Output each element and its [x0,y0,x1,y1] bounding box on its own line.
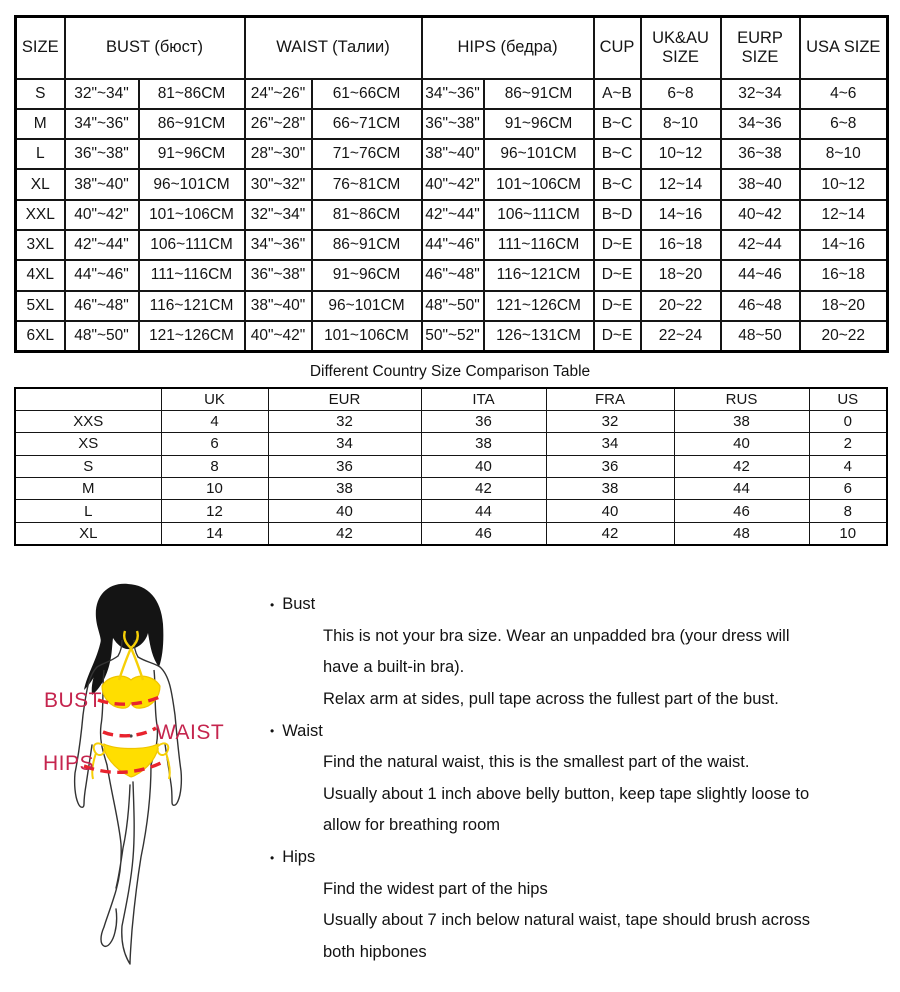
bikini-top [102,676,160,708]
table-cell: 38"~40" [422,139,484,169]
col-header-us: US [809,388,887,410]
table-cell: 36~38 [721,139,800,169]
col-header-eurp: EURP SIZE [721,17,800,79]
table-cell: 40"~42" [65,200,139,230]
table-cell: XS [15,433,161,455]
col-header-size: SIZE [16,17,65,79]
table-cell: 126~131CM [484,321,594,351]
table-cell: 50"~52" [422,321,484,351]
table-cell: 10 [161,478,268,500]
table-cell: 121~126CM [139,321,245,351]
table-cell: 6~8 [641,79,721,109]
table-cell: 38~40 [721,169,800,199]
table-cell: 42 [546,522,674,544]
instruction-line: both hipbones [323,942,427,961]
table-cell: 32"~34" [65,79,139,109]
table-cell: 34"~36" [245,230,312,260]
table-cell: 40 [546,500,674,522]
table-cell: B~C [594,169,641,199]
table-row [15,455,887,477]
bikini-bottom [104,744,158,777]
table-cell: XXL [16,200,65,230]
col-header-eur: EUR [268,388,421,410]
table-cell: 26"~28" [245,109,312,139]
table-cell: 10 [809,522,887,544]
table-cell: 34 [268,433,421,455]
table-cell: 101~106CM [139,200,245,230]
table-cell: 81~86CM [312,200,422,230]
table-cell: 34 [546,433,674,455]
table-cell: 42 [421,478,546,500]
instruction-bullet-bust [262,589,890,621]
table-cell: 36"~38" [245,260,312,290]
table-row [15,500,887,522]
table-cell: B~C [594,139,641,169]
table-cell: 81~86CM [139,79,245,109]
table-cell: 86~91CM [139,109,245,139]
table-cell: 14~16 [641,200,721,230]
table-cell: 46 [421,522,546,544]
size-chart-table [14,15,889,353]
table-cell: 44~46 [721,260,800,290]
table-cell: 14~16 [800,230,888,260]
table-cell: 8 [161,455,268,477]
table-cell: 20~22 [800,321,888,351]
table-cell: 4~6 [800,79,888,109]
table-cell: 38 [546,478,674,500]
instruction-label-waist: Waist [282,721,323,740]
table-cell: 38"~40" [65,169,139,199]
table-cell: 91~96CM [312,260,422,290]
table-row [16,139,888,169]
table-cell: XXS [15,410,161,432]
table-cell: 40~42 [721,200,800,230]
waist-measure-line [103,728,156,736]
instruction-line: Find the natural waist, this is the smallest part of the waist. [323,753,750,772]
table-cell: 8 [809,500,887,522]
table-cell: 40"~42" [245,321,312,351]
table-cell: 48"~50" [65,321,139,351]
table-cell: 86~91CM [484,79,594,109]
table-row [15,522,887,544]
col-header-usa: USA SIZE [800,17,888,79]
table-row [16,291,888,321]
table-cell: 22~24 [641,321,721,351]
instruction-label-hips: Hips [282,848,316,867]
table-cell: 61~66CM [312,79,422,109]
table-cell: 111~116CM [484,230,594,260]
table-cell: 20~22 [641,291,721,321]
col-header-fra: FRA [546,388,674,410]
instruction-label-bust: Bust [282,595,316,614]
table-cell: 24"~26" [245,79,312,109]
size-table-header-row [16,17,888,79]
table-cell: 116~121CM [484,260,594,290]
table-cell: 32~34 [721,79,800,109]
instruction-bullet-waist [262,715,890,747]
table-cell: 44 [421,500,546,522]
table-cell: 66~71CM [312,109,422,139]
table-cell: L [16,139,65,169]
table-cell: 44"~46" [65,260,139,290]
table-cell: 44 [674,478,809,500]
col-header-rus: RUS [674,388,809,410]
table-cell: 46~48 [721,291,800,321]
bullet-icon: • [270,597,275,612]
country-comparison-table [14,387,888,546]
table-cell: 48"~50" [422,291,484,321]
table-cell: M [16,109,65,139]
instruction-line: Relax arm at sides, pull tape across the fullest part of the bust. [323,690,779,709]
table-cell: S [15,455,161,477]
table-cell: 76~81CM [312,169,422,199]
table-cell: 38 [421,433,546,455]
table-cell: 32 [268,410,421,432]
table-cell: 40 [421,455,546,477]
table-cell: 40 [268,500,421,522]
table-cell: 10~12 [641,139,721,169]
table-cell: 121~126CM [484,291,594,321]
table-cell: 2 [809,433,887,455]
col-header-cup: CUP [594,17,641,79]
table-cell: 96~101CM [484,139,594,169]
table-cell: D~E [594,291,641,321]
table-cell: 12 [161,500,268,522]
table-cell: 42 [674,455,809,477]
table-cell: 36 [268,455,421,477]
comparison-table-header-row [15,388,887,410]
instruction-line: This is not your bra size. Wear an unpadded bra (your dress will [323,626,790,645]
col-header-uk: UK [161,388,268,410]
table-cell: 91~96CM [484,109,594,139]
table-row [16,230,888,260]
instruction-line: Usually about 7 inch below natural waist, tape should brush across [323,911,811,930]
col-header-bust: BUST (бюст) [65,17,245,79]
table-cell: 42 [268,522,421,544]
table-cell: 4XL [16,260,65,290]
table-cell: 32"~34" [245,200,312,230]
table-cell: 42"~44" [422,200,484,230]
table-cell: 18~20 [641,260,721,290]
table-cell: 96~101CM [312,291,422,321]
table-cell: 34~36 [721,109,800,139]
table-row [16,109,888,139]
table-cell: 42~44 [721,230,800,260]
table-cell: 44"~46" [422,230,484,260]
table-cell: 4 [161,410,268,432]
table-row [15,478,887,500]
hips-label: HIPS [43,752,95,775]
table-cell: 42"~44" [65,230,139,260]
table-cell: 6XL [16,321,65,351]
table-cell: 116~121CM [139,291,245,321]
table-cell: 106~111CM [484,200,594,230]
table-cell: 10~12 [800,169,888,199]
table-cell: 6 [809,478,887,500]
table-cell: M [15,478,161,500]
table-cell: S [16,79,65,109]
table-cell: 40"~42" [422,169,484,199]
table-row [16,260,888,290]
table-cell: 48~50 [721,321,800,351]
table-cell: 18~20 [800,291,888,321]
table-cell: 46 [674,500,809,522]
table-cell: 36"~38" [65,139,139,169]
table-cell: 32 [546,410,674,432]
table-cell: 36 [546,455,674,477]
table-cell: 101~106CM [312,321,422,351]
table-cell: 0 [809,410,887,432]
table-cell: 86~91CM [312,230,422,260]
table-row [16,169,888,199]
table-cell: L [15,500,161,522]
table-cell: 34"~36" [422,79,484,109]
table-cell: 8~10 [641,109,721,139]
table-cell: 4 [809,455,887,477]
col-header-hips: HIPS (бедра) [422,17,594,79]
table-cell: 96~101CM [139,169,245,199]
table-cell: 14 [161,522,268,544]
table-cell: 28"~30" [245,139,312,169]
table-cell: 48 [674,522,809,544]
table-cell: 38 [674,410,809,432]
table-cell: D~E [594,230,641,260]
table-cell: 6~8 [800,109,888,139]
table-cell: 6 [161,433,268,455]
table-row [16,200,888,230]
col-header-ukau: UK&AU SIZE [641,17,721,79]
instruction-line: Find the widest part of the hips [323,879,548,898]
table-row [15,433,887,455]
table-cell: 30"~32" [245,169,312,199]
col-header-ita: ITA [421,388,546,410]
waist-label: WAIST [156,721,225,744]
table-cell: XL [15,522,161,544]
bullet-icon: • [270,724,275,739]
table-row [16,79,888,109]
measurement-figure-svg [20,570,260,987]
table-cell: 106~111CM [139,230,245,260]
table-cell: 111~116CM [139,260,245,290]
table-row [15,410,887,432]
measurement-figure [20,570,260,987]
table-cell: D~E [594,321,641,351]
col-header-waist: WAIST (Талии) [245,17,422,79]
table-cell: B~C [594,109,641,139]
figure-legs [101,765,151,964]
bust-label: BUST [44,689,103,712]
bullet-icon: • [270,850,275,865]
table-cell: 16~18 [641,230,721,260]
instruction-line: allow for breathing room [323,816,501,835]
table-cell: 12~14 [800,200,888,230]
table-cell: XL [16,169,65,199]
col-header-blank [15,388,161,410]
table-cell: 71~76CM [312,139,422,169]
comparison-table-title: Different Country Size Comparison Table [309,363,591,380]
table-cell: 38"~40" [245,291,312,321]
table-cell: 40 [674,433,809,455]
instruction-line: Usually about 1 inch above belly button, keep tape slightly loose to [323,784,810,803]
table-cell: 36 [421,410,546,432]
table-cell: 91~96CM [139,139,245,169]
table-cell: 34"~36" [65,109,139,139]
table-cell: 46"~48" [422,260,484,290]
instruction-bullet-hips [262,842,890,874]
measuring-instructions [262,589,890,968]
instruction-line: have a built-in bra). [323,658,465,677]
table-cell: 3XL [16,230,65,260]
table-cell: 36"~38" [422,109,484,139]
table-cell: 46"~48" [65,291,139,321]
table-cell: 8~10 [800,139,888,169]
table-cell: 5XL [16,291,65,321]
table-cell: D~E [594,260,641,290]
table-cell: A~B [594,79,641,109]
table-row [16,321,888,351]
table-cell: 16~18 [800,260,888,290]
table-cell: 101~106CM [484,169,594,199]
table-cell: 38 [268,478,421,500]
table-cell: 12~14 [641,169,721,199]
table-cell: B~D [594,200,641,230]
